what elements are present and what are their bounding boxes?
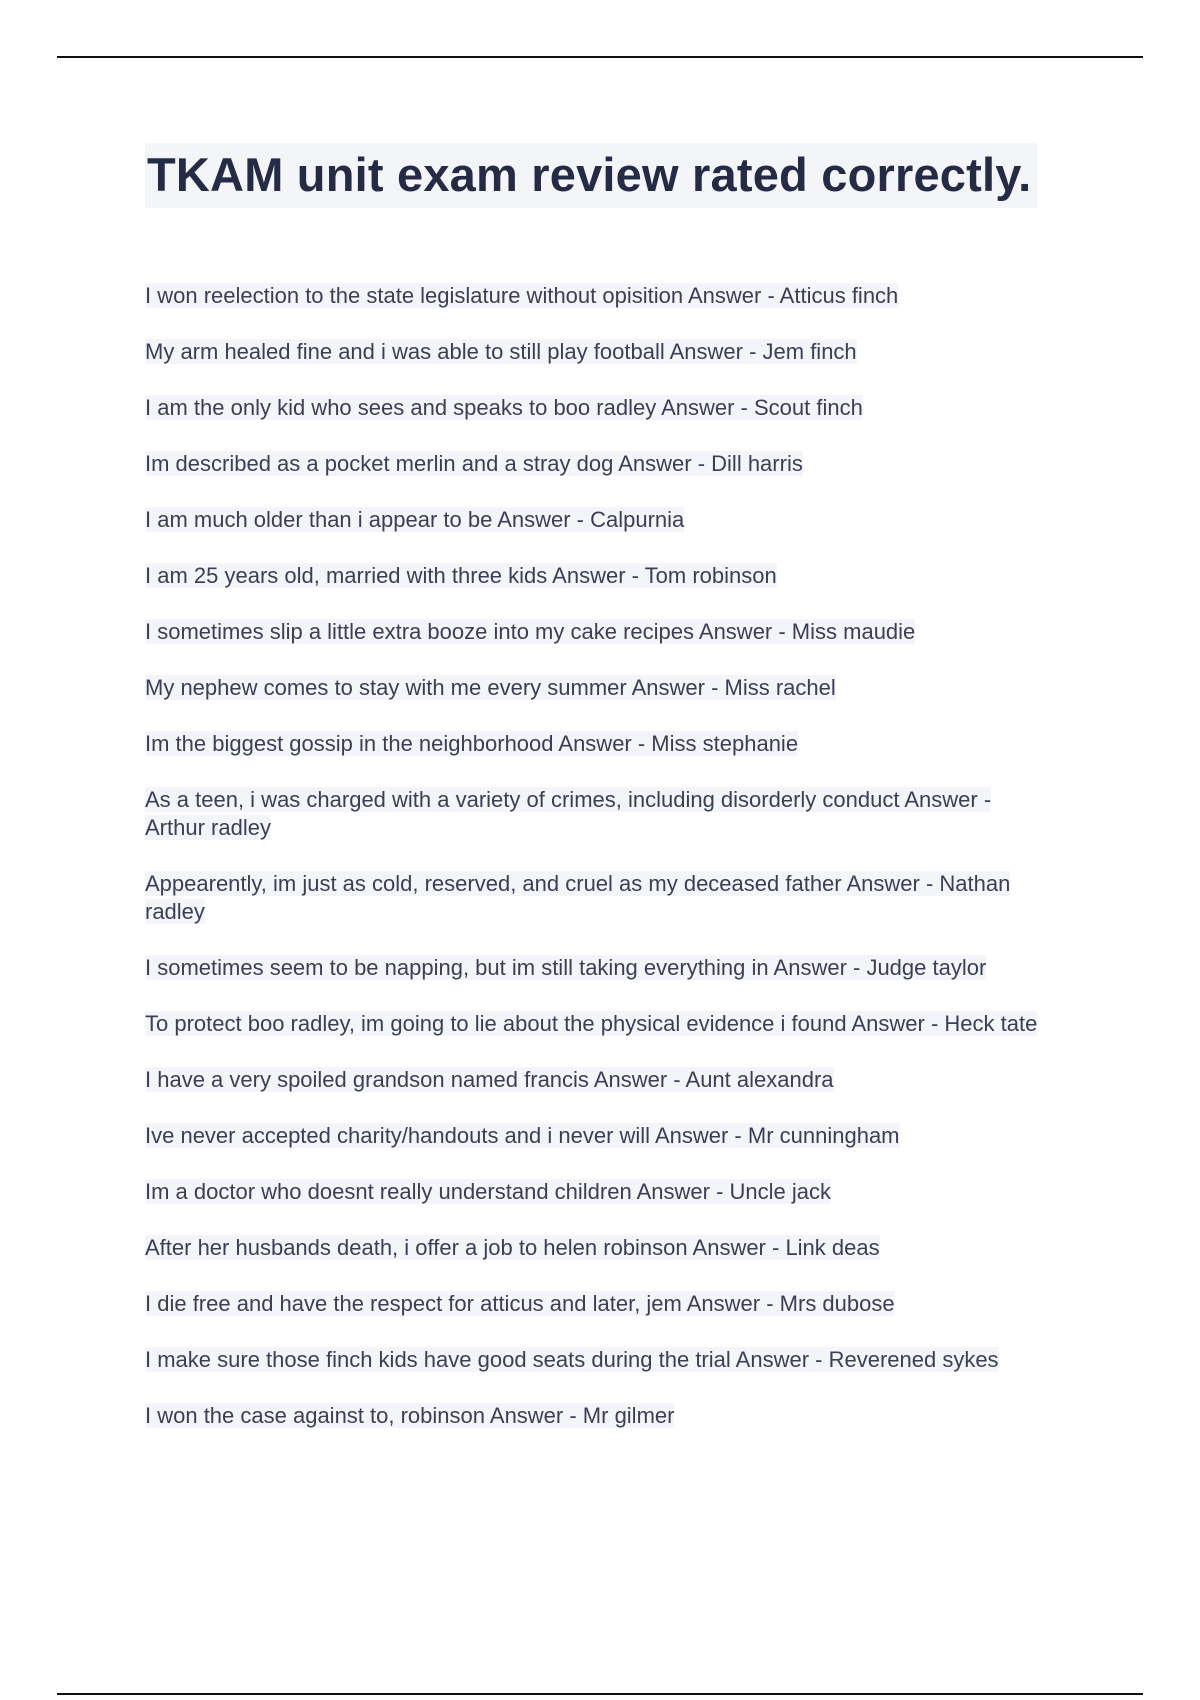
qa-item-text: Appearently, im just as cold, reserved, and cruel as my deceased father Answer - Nathan radley	[145, 871, 1011, 924]
qa-item-text: Im described as a pocket merlin and a stray dog Answer - Dill harris	[145, 451, 803, 476]
qa-item	[145, 562, 1045, 590]
qa-item-text: I sometimes slip a little extra booze into my cake recipes Answer - Miss maudie	[145, 619, 916, 644]
qa-item	[145, 1122, 1045, 1150]
qa-item-text: Ive never accepted charity/handouts and i never will Answer - Mr cunningham	[145, 1123, 900, 1148]
qa-item	[145, 1402, 1045, 1430]
qa-item	[145, 618, 1045, 646]
qa-item-text: Im the biggest gossip in the neighborhood Answer - Miss stephanie	[145, 731, 799, 756]
qa-item	[145, 1234, 1045, 1262]
bottom-rule	[57, 1693, 1143, 1695]
qa-item	[145, 1178, 1045, 1206]
page-title: TKAM unit exam review rated correctly.	[145, 143, 1037, 208]
qa-item	[145, 674, 1045, 702]
qa-item-text: I am the only kid who sees and speaks to boo radley Answer - Scout finch	[145, 395, 863, 420]
qa-item-text: Im a doctor who doesnt really understand children Answer - Uncle jack	[145, 1179, 832, 1204]
qa-item	[145, 786, 1045, 842]
qa-item-text: I die free and have the respect for atticus and later, jem Answer - Mrs dubose	[145, 1291, 895, 1316]
qa-item	[145, 450, 1045, 478]
qa-item	[145, 954, 1045, 982]
qa-item	[145, 1290, 1045, 1318]
top-rule	[57, 56, 1143, 58]
qa-item-text: I won reelection to the state legislature without opisition Answer - Atticus finch	[145, 283, 899, 308]
qa-item-text: After her husbands death, i offer a job to helen robinson Answer - Link deas	[145, 1235, 880, 1260]
qa-item-text: I have a very spoiled grandson named francis Answer - Aunt alexandra	[145, 1067, 834, 1092]
qa-item	[145, 870, 1045, 926]
qa-item-text: To protect boo radley, im going to lie about the physical evidence i found Answer - Heck tate	[145, 1011, 1038, 1036]
qa-item	[145, 1346, 1045, 1374]
qa-item-text: I won the case against to, robinson Answer - Mr gilmer	[145, 1403, 675, 1428]
qa-item-text: My nephew comes to stay with me every summer Answer - Miss rachel	[145, 675, 836, 700]
qa-item	[145, 394, 1045, 422]
qa-list	[145, 282, 1045, 1458]
qa-item-text: I sometimes seem to be napping, but im still taking everything in Answer - Judge taylor	[145, 955, 987, 980]
qa-item-text: As a teen, i was charged with a variety of crimes, including disorderly conduct Answer - Arthur radley	[145, 787, 992, 840]
qa-item-text: I make sure those finch kids have good seats during the trial Answer - Reverened sykes	[145, 1347, 999, 1372]
qa-item	[145, 506, 1045, 534]
qa-item	[145, 1066, 1045, 1094]
qa-item	[145, 282, 1045, 310]
qa-item	[145, 338, 1045, 366]
qa-item-text: I am 25 years old, married with three kids Answer - Tom robinson	[145, 563, 777, 588]
qa-item	[145, 1010, 1045, 1038]
qa-item-text: I am much older than i appear to be Answer - Calpurnia	[145, 507, 685, 532]
qa-item	[145, 730, 1045, 758]
qa-item-text: My arm healed fine and i was able to still play football Answer - Jem finch	[145, 339, 857, 364]
